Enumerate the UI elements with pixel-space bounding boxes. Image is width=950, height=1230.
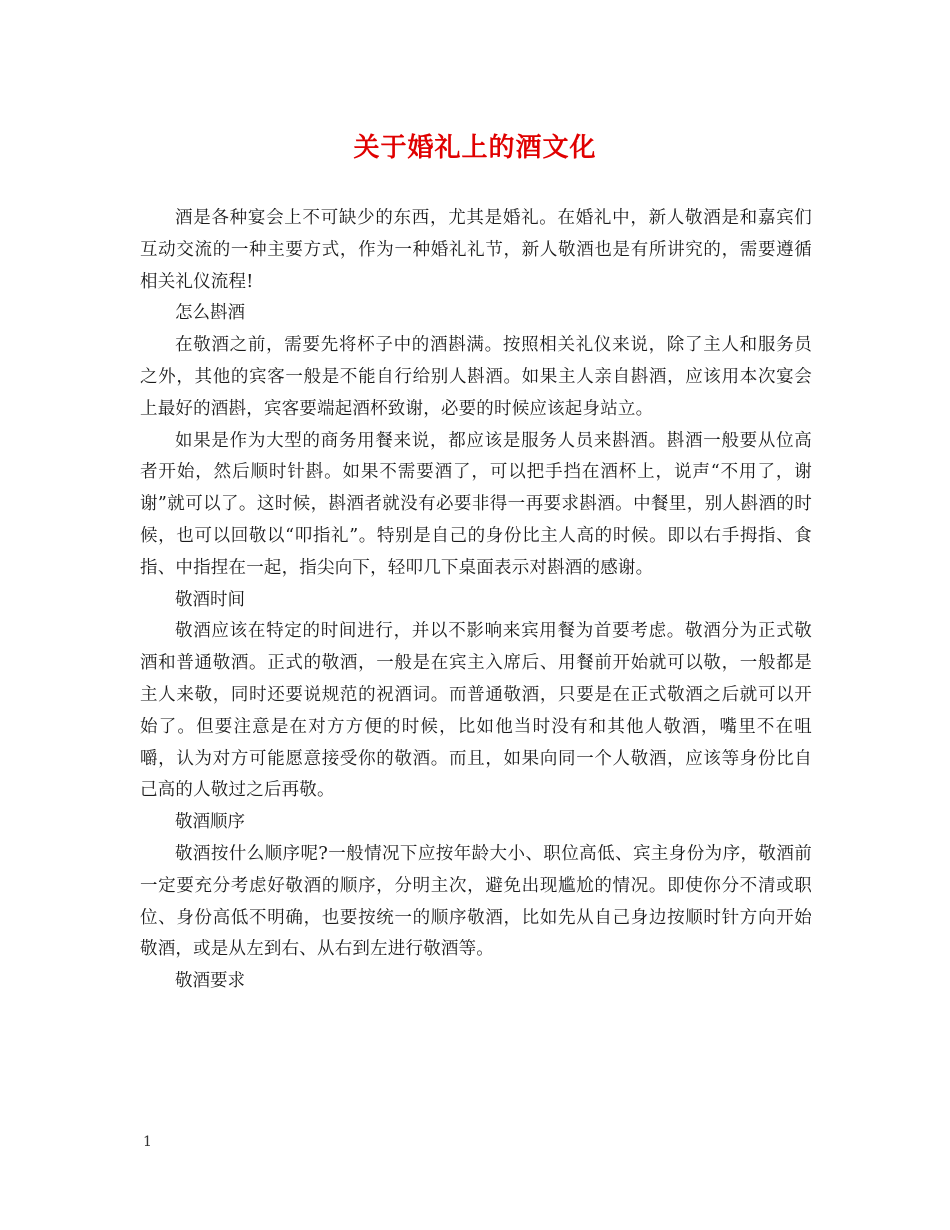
document-body (140, 203, 812, 998)
paragraph-pouring-1: 在敬酒之前，需要先将杯子中的酒斟满。按照相关礼仪来说，除了主人和服务员之外，其他的宾客一般是不能自行给别人斟酒。如果主人亲自斟酒，应该用本次宴会上最好的酒斟，宾客要端起酒杯致谢，必要的时候应该起身站立。 (140, 335, 812, 419)
section-heading-requirements: 敬酒要求 (175, 971, 245, 992)
section-heading-timing: 敬酒时间 (175, 589, 245, 610)
paragraph-intro: 酒是各种宴会上不可缺少的东西，尤其是婚礼。在婚礼中，新人敬酒是和嘉宾们互动交流的一种主要方式，作为一种婚礼礼节，新人敬酒也是有所讲究的，需要遵循相关礼仪流程! (140, 208, 812, 292)
paragraph-timing: 敬酒应该在特定的时间进行，并以不影响来宾用餐为首要考虑。敬酒分为正式敬酒和普通敬酒。正式的敬酒，一般是在宾主入席后、用餐前开始就可以敬，一般都是主人来敬，同时还要说规范的祝酒词。而普通敬酒，只要是在正式敬酒之后就可以开始了。但要注意是在对方方便的时候，比如他当时没有和其他人敬酒，嘴里不在咀嚼，认为对方可能愿意接受你的敬酒。而且，如果向同一个人敬酒，应该等身份比自己高的人敬过之后再敬。 (140, 621, 812, 801)
paragraph-pouring-2: 如果是作为大型的商务用餐来说，都应该是服务人员来斟酒。斟酒一般要从位高者开始，然后顺时针斟。如果不需要酒了，可以把手挡在酒杯上，说声“不用了，谢谢”就可以了。这时候，斟酒者就没有必要非得一再要求斟酒。中餐里，别人斟酒的时候，也可以回敬以“叩指礼”。特别是自己的身份比主人高的时候。即以右手拇指、食指、中指捏在一起，指尖向下，轻叩几下桌面表示对斟酒的感谢。 (140, 430, 812, 578)
document-title: 关于婚礼上的酒文化 (353, 133, 597, 163)
section-heading-order: 敬酒顺序 (175, 812, 245, 833)
page-number: 1 (143, 1134, 152, 1150)
paragraph-order: 敬酒按什么顺序呢?一般情况下应按年龄大小、职位高低、宾主身份为序，敬酒前一定要充分考虑好敬酒的顺序，分明主次，避免出现尴尬的情况。即使你分不清或职位、身份高低不明确，也要按统一的顺序敬酒，比如先从自己身边按顺时针方向开始敬酒，或是从左到右、从右到左进行敬酒等。 (140, 843, 812, 960)
section-heading-pouring: 怎么斟酒 (175, 303, 245, 324)
